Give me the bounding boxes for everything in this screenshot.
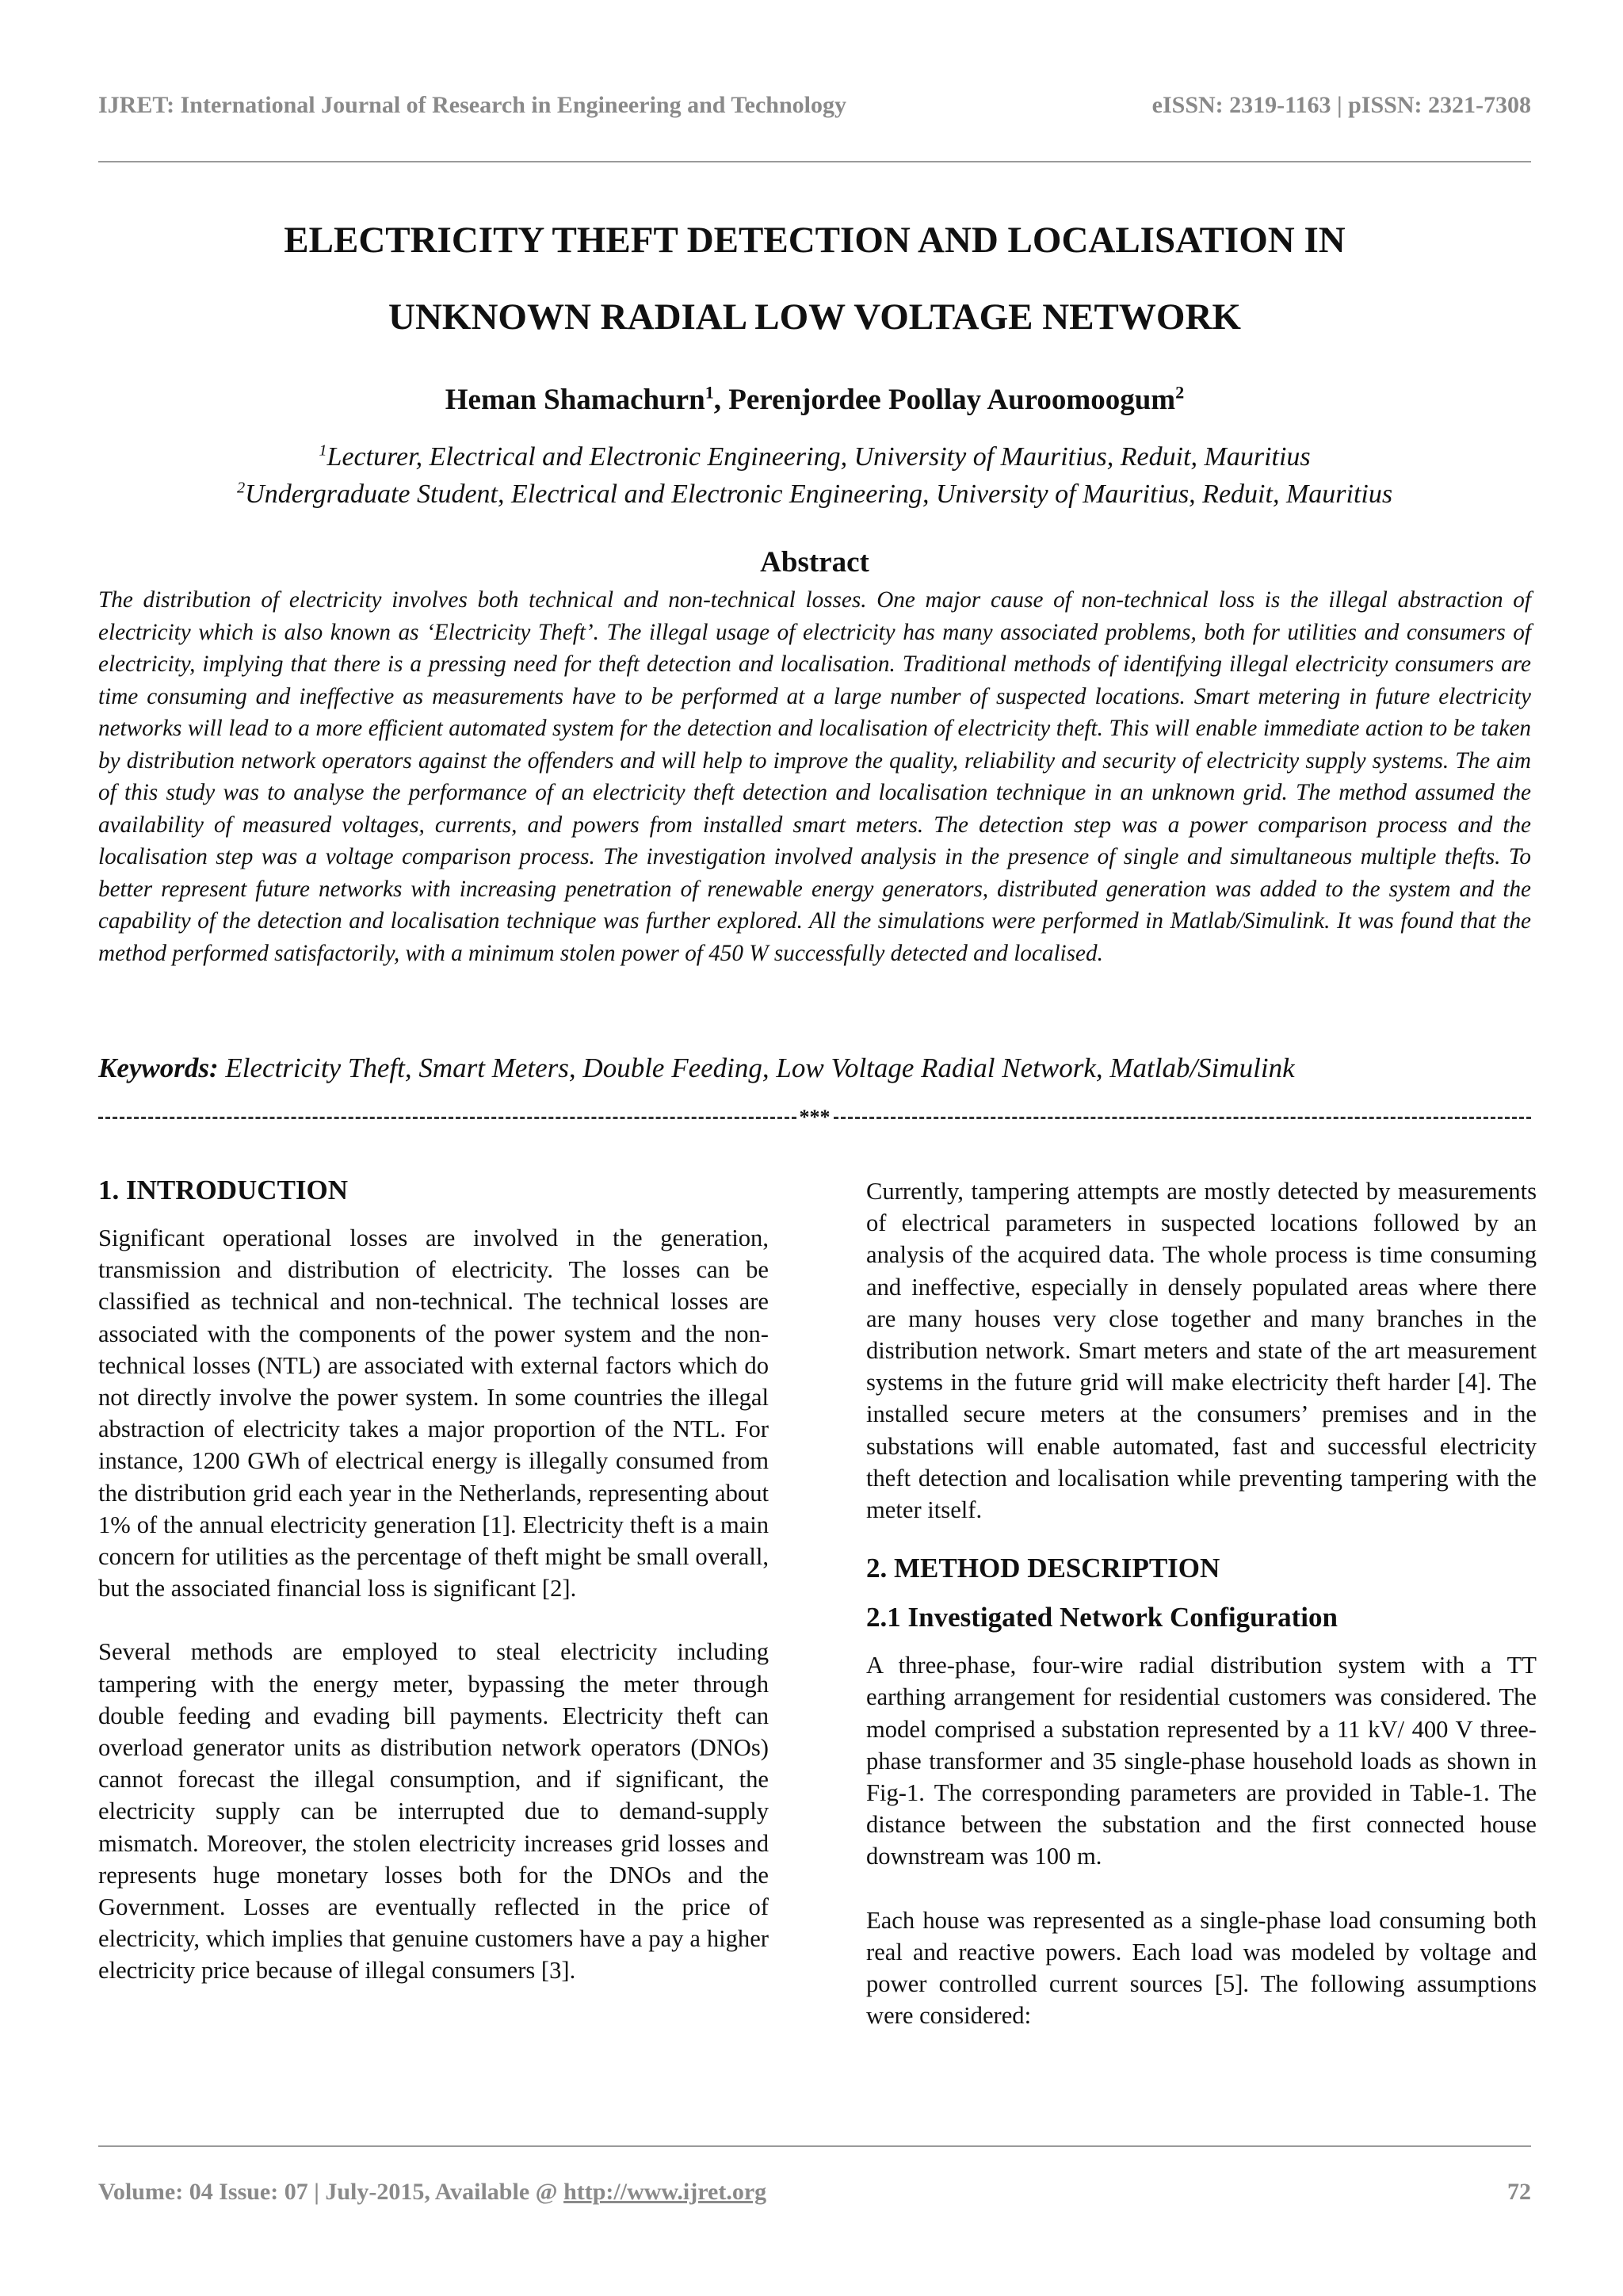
page-number: 72 <box>1507 2179 1531 2205</box>
separator-stars: *** <box>799 1106 831 1129</box>
affiliation-2-text: Undergraduate Student, Electrical and Electronic Engineering, University of Mauritius, Reduit, Mauritius <box>245 479 1393 509</box>
author-1: Heman Shamachurn <box>445 384 705 416</box>
keywords-label: Keywords: <box>98 1052 219 1083</box>
affiliation-2-sup: 2 <box>236 479 246 497</box>
authors <box>98 383 1531 417</box>
left-column <box>98 1173 769 1987</box>
author-2: Perenjordee Poollay Auroomoogum <box>728 384 1176 416</box>
abstract-heading: Abstract <box>760 546 869 579</box>
method-paragraph-1: A three-phase, four-wire radial distribution system with a TT earthing arrangement for residential customers was considered. The model comprised a substation represented by a 11 kV/ 400 V three-phase transformer and 35 single-phase household loads as shown in Fig-1. The corresponding parameters are provided in Table-1. The distance between the substation and the first connected house downstream was 100 m. <box>866 1652 1537 1870</box>
intro-paragraph-2: Several methods are employed to steal electricity including tampering with the energy meter, bypassing the meter through double feeding and evading bill payments. Electricity theft can overload generator units as distribution network operators (DNOs) cannot forecast the illegal consumption, and if significant, the electricity supply can be interrupted due to demand-supply mismatch. Moreover, the stolen electricity increases grid losses and represents huge monetary losses both for the DNOs and the Government. Losses are eventually reflected in the price of electricity, which implies that genuine customers have a pay a higher electricity price because of illegal consumers [3]. <box>98 1638 769 1985</box>
running-header <box>98 92 1531 119</box>
right-column <box>866 1175 1537 2031</box>
affiliation-1-text: Lecturer, Electrical and Electronic Engineering, University of Mauritius, Reduit, Mauritius <box>327 442 1311 472</box>
affiliation-1 <box>98 438 1531 476</box>
footer-rule <box>98 2145 1531 2147</box>
method-paragraph-2: Each house was represented as a single-phase load consuming both real and reactive powers. Each load was modeled by voltage and power controlled current sources [5]. The following assumptions were considered: <box>866 1906 1537 2030</box>
title-line-1: ELECTRICITY THEFT DETECTION AND LOCALISATION IN <box>284 220 1346 261</box>
separator-line-left <box>98 1117 796 1119</box>
running-footer <box>98 2179 1531 2206</box>
keywords <box>98 1052 1531 1084</box>
section-separator <box>98 1106 1531 1129</box>
introduction-heading: 1. INTRODUCTION <box>98 1175 349 1205</box>
method-heading: 2. METHOD DESCRIPTION <box>866 1553 1220 1584</box>
journal-name: IJRET: International Journal of Research in Engineering and Technology <box>98 92 847 118</box>
keywords-text: Electricity Theft, Smart Meters, Double Feeding, Low Voltage Radial Network, Matlab/Simulink <box>218 1052 1295 1083</box>
intro-paragraph-3: Currently, tampering attempts are mostly detected by measurements of electrical parameters in suspected locations followed by an analysis of the acquired data. The whole process is time consuming and ineffective, especially in densely populated areas where there are many houses very close together and many branches in the distribution network. Smart meters and state of the art measurement systems in the future grid will make electricity theft harder [4]. The installed secure meters at the consumers’ premises and in the substations will enable automated, fast and successful electricity theft detection and localisation while preventing tampering with the meter itself. <box>866 1178 1537 1524</box>
footer-link[interactable]: http://www.ijret.org <box>563 2179 767 2205</box>
author-separator: , <box>713 384 729 416</box>
title-line-2: UNKNOWN RADIAL LOW VOLTAGE NETWORK <box>388 296 1241 338</box>
author-1-sup: 1 <box>705 382 714 403</box>
footer-volume-text: Volume: 04 Issue: 07 | July-2015, Available @ <box>98 2179 564 2205</box>
affiliation-2 <box>98 476 1531 513</box>
author-2-sup: 2 <box>1175 382 1185 403</box>
paper-title <box>98 202 1531 356</box>
intro-paragraph-1: Significant operational losses are involved in the generation, transmission and distribution of electricity. The losses can be classified as technical and non-technical. The technical losses are associated with the components of the power system and the non-technical losses (NTL) are associated with external factors which do not directly involve the power system. In some countries the illegal abstraction of electricity takes a major proportion of the NTL. For instance, 1200 GWh of electrical energy is illegally consumed from the distribution grid each year in the Netherlands, representing about 1% of the annual electricity generation [1]. Electricity theft is a main concern for utilities as the percentage of theft might be small overall, but the associated financial loss is significant [2]. <box>98 1224 769 1603</box>
header-rule <box>98 161 1531 162</box>
separator-line-right <box>834 1117 1532 1119</box>
abstract-body: The distribution of electricity involves both technical and non-technical losses. One major cause of non-technical loss is the illegal abstraction of electricity which is also known as ‘Electricity Theft’. The illegal usage of electricity has many associated problems, both for utilities and consumers of electricity, implying that there is a pressing need for theft detection and localisation. Traditional methods of identifying illegal electricity consumers are time consuming and ineffective as measurements have to be performed at a large number of suspected locations. Smart metering in future electricity networks will lead to a more efficient automated system for the detection and localisation of electricity theft. This will enable immediate action to be taken by distribution network operators against the offenders and will help to improve the quality, reliability and security of electricity supply systems. The aim of this study was to analyse the performance of an electricity theft detection and localisation technique in an unknown grid. The method assumed the availability of measured voltages, currents, and powers from installed smart meters. The detection step was a power comparison process and the localisation step was a voltage comparison process. The investigation involved analysis in the presence of single and simultaneous multiple thefts. To better represent future networks with increasing penetration of renewable energy generators, distributed generation was added to the system and the capability of the detection and localisation technique was further explored. All the simulations were performed in Matlab/Simulink. It was found that the method performed satisfactorily, with a minimum stolen power of 450 W successfully detected and localised. <box>98 587 1531 966</box>
issn: eISSN: 2319-1163 | pISSN: 2321-7308 <box>1151 92 1531 118</box>
affiliation-1-sup: 1 <box>319 441 327 460</box>
footer-volume <box>98 2179 766 2206</box>
network-config-heading: 2.1 Investigated Network Configuration <box>866 1602 1338 1633</box>
affiliations <box>98 438 1531 513</box>
